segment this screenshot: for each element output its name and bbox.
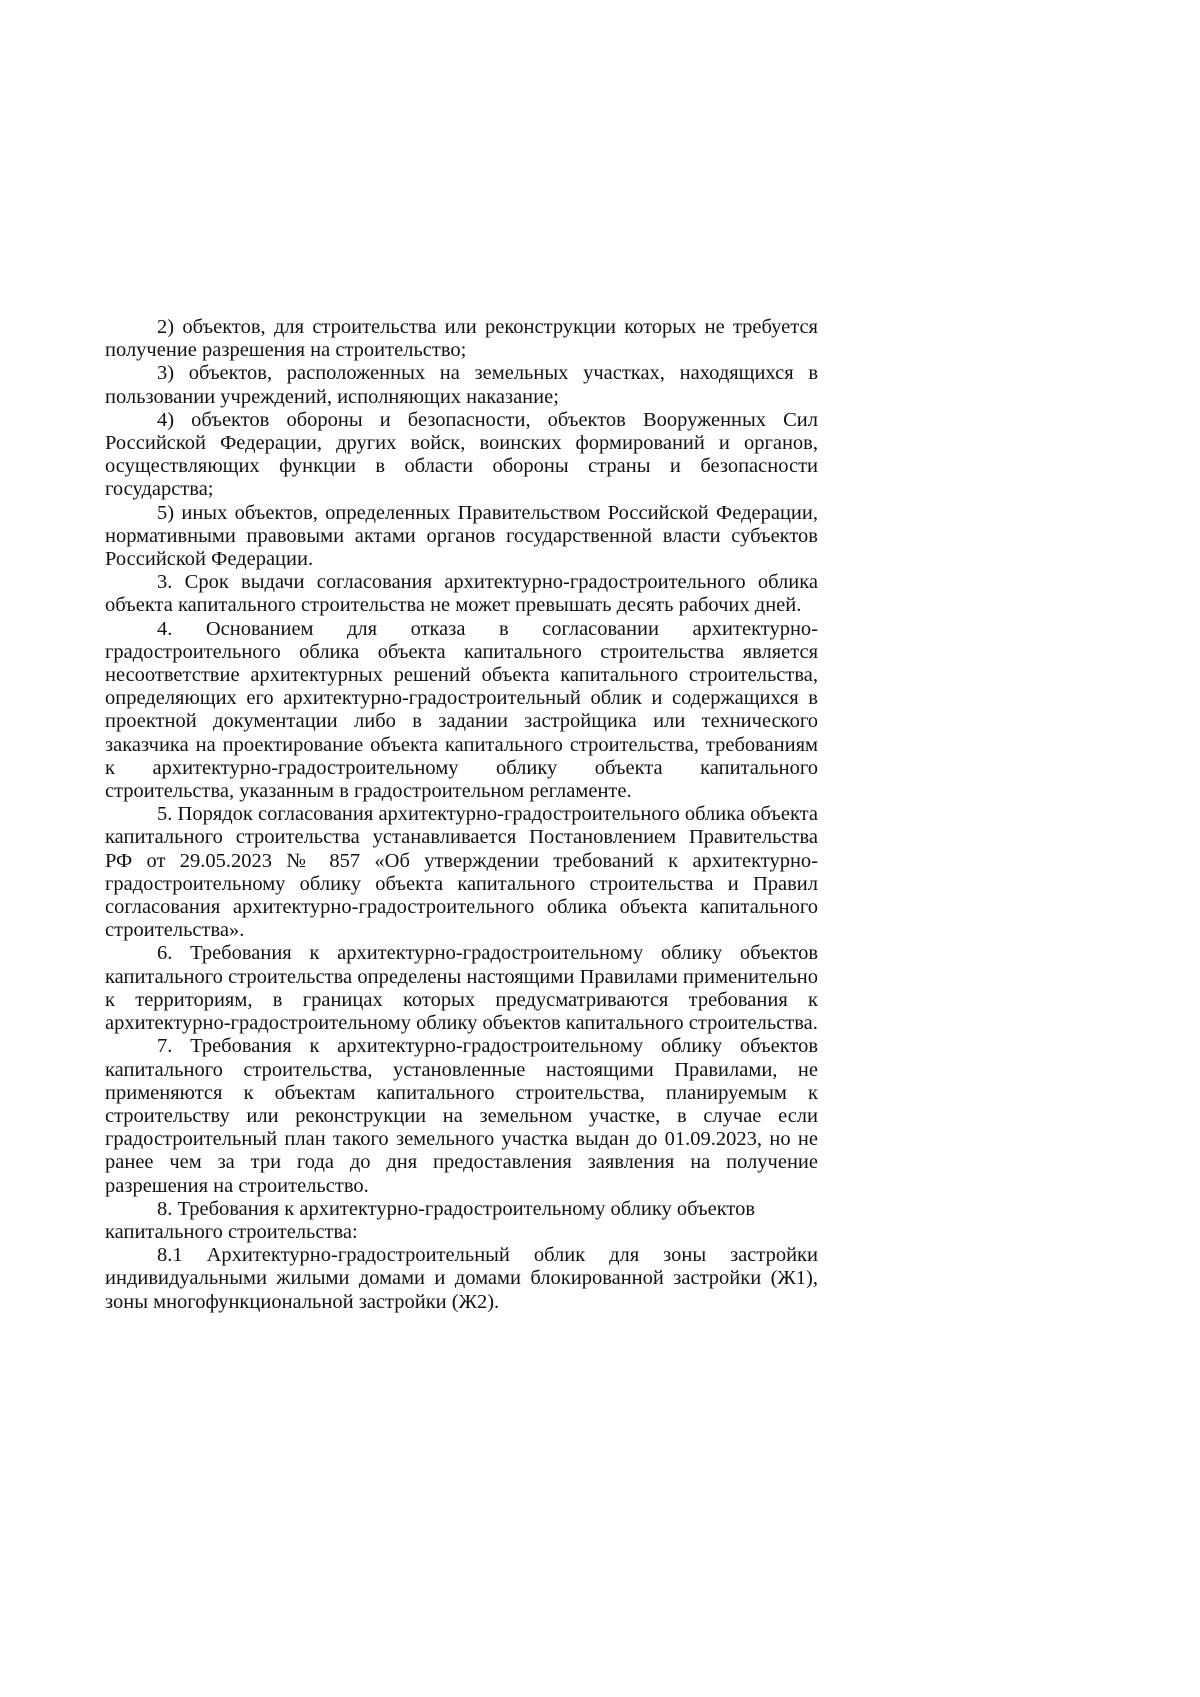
paragraph-section-7: 7. Требования к архитектурно-градостроительному облику объектов капитального строительства, установленные настоящими Правилами, не применяются к объектам капитального строительства, планируемым к строительству или реконструкции на земельном участке, в случае если градостроительный план такого земельного участка выдан до 01.09.2023, но не ранее чем за три года до дня предоставления заявления на получение разрешения на строительство. [105,1035,818,1197]
paragraph-item-5: 5) иных объектов, определенных Правительством Российской Федерации, нормативными правовыми актами органов государственной власти субъектов Российской Федерации. [105,501,818,571]
paragraph-section-6: 6. Требования к архитектурно-градостроительному облику объектов капитального строительства определены настоящими Правилами применительно к территориям, в границах которых предусматриваются требования к архитектурно-градостроительному облику объектов капитального строительства. [105,942,818,1035]
paragraph-section-8: 8. Требования к архитектурно-градостроительному облику объектов капитального строительства: [105,1197,756,1243]
paragraph-section-8-1: 8.1 Архитектурно-градостроительный облик для зоны застройки индивидуальными жилыми домами и домами блокированной застройки (Ж1), зоны многофункциональной застройки (Ж2). [105,1244,818,1313]
paragraph-section-3: 3. Срок выдачи согласования архитектурно-градостроительного облика объекта капитального строительства не может превышать десять рабочих дней. [105,571,818,617]
paragraph-section-5: 5. Порядок согласования архитектурно-градостроительного облика объекта капитального строительства устанавливается Постановлением Правительства РФ от 29.05.2023 № 857 «Об утверждении требований к архитектурно-градостроительному облику объекта капитального строительства и Правил согласования архитектурно-градостроительного облика объекта капитального строительства». [105,803,818,942]
paragraph-item-3: 3) объектов, расположенных на земельных участках, находящихся в пользовании учреждений, исполняющих наказание; [105,362,818,408]
paragraph-section-4: 4. Основанием для отказа в согласовании архитектурно-градостроительного облика объекта капитального строительства является несоответствие архитектурных решений объекта капитального строительства, определяющих его архитектурно-градостроительный облик и содержащихся в проектной документации либо в задании застройщика или технического заказчика на проектирование объекта капитального строительства, требованиям к архитектурно-градостроительному облику объекта капитального строительства, указанным в градостроительном регламенте. [105,617,818,803]
document-body [105,316,818,1314]
paragraph-item-2: 2) объектов, для строительства или реконструкции которых не требуется получение разрешения на строительство; [105,316,818,362]
paragraph-item-4: 4) объектов обороны и безопасности, объектов Вооруженных Сил Российской Федерации, других войск, воинских формирований и органов, осуществляющих функции в области обороны страны и безопасности государства; [105,408,818,501]
